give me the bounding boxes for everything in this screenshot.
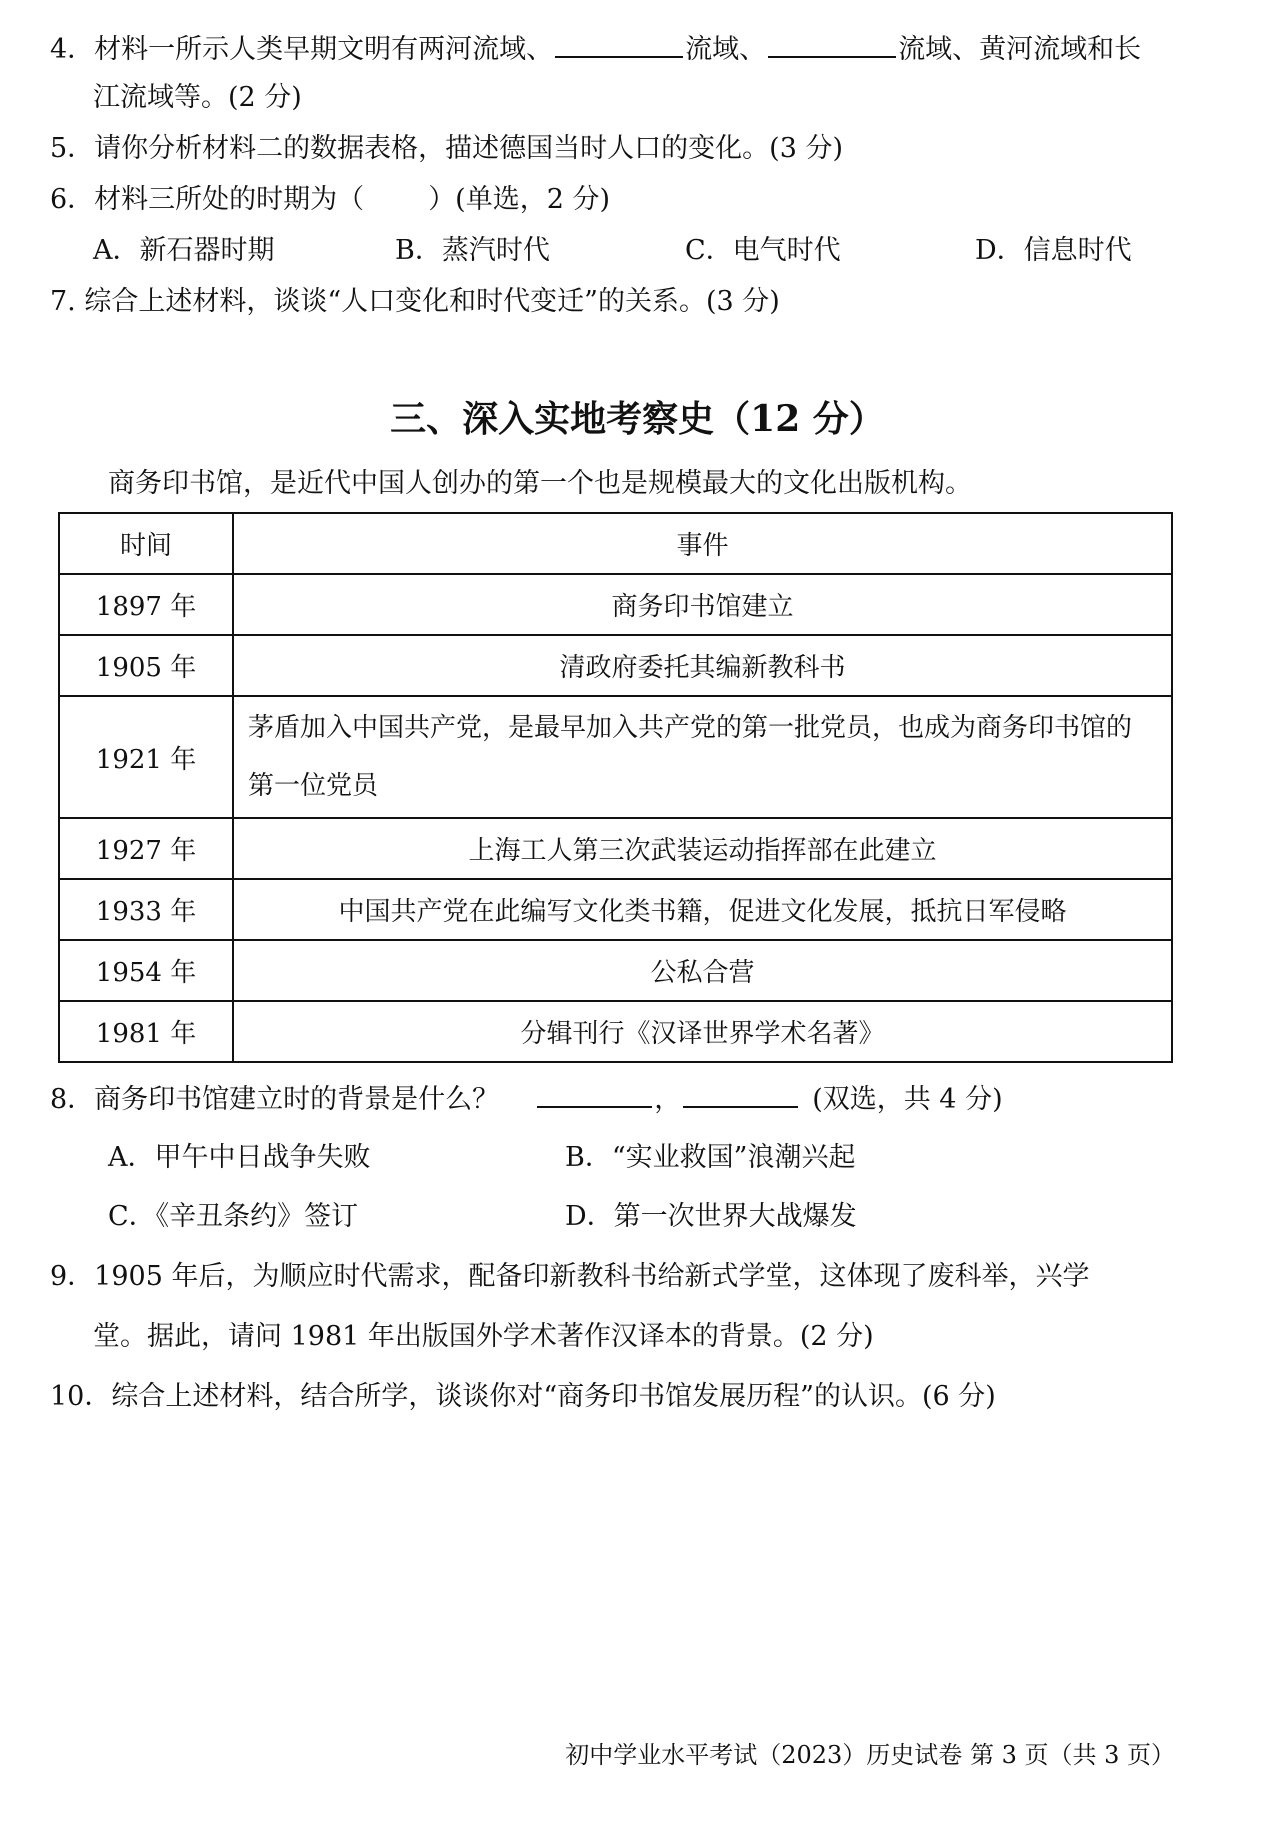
question-6-prefix: 6．材料三所处的时期为（	[50, 184, 365, 215]
table-cell-event: 商务印书馆建立	[233, 574, 1172, 635]
question-4-line-2: 江流域等。(2 分)	[93, 82, 302, 113]
question-6	[50, 182, 610, 218]
table-row	[59, 635, 1172, 696]
table-row	[59, 696, 1172, 818]
question-8-comma: ，	[654, 1084, 682, 1115]
section-3-intro: 商务印书馆，是近代中国人创办的第一个也是规模最大的文化出版机构。	[108, 468, 972, 499]
page-footer: 初中学业水平考试（2023）历史试卷 第 3 页（共 3 页）	[565, 1741, 1175, 1769]
question-6-option-a: A．新石器时期	[93, 235, 275, 266]
table-row	[59, 1001, 1172, 1062]
answer-blank-4[interactable]	[683, 1080, 798, 1108]
table-cell-year: 1954 年	[59, 940, 233, 1001]
question-5: 5．请你分析材料二的数据表格，描述德国当时人口的变化。(3 分)	[50, 133, 844, 164]
table-cell-event: 茅盾加入中国共产党，是最早加入共产党的第一批党员，也成为商务印书馆的第一位党员	[233, 696, 1172, 818]
question-6-option-b: B．蒸汽时代	[395, 235, 550, 266]
question-8	[50, 1080, 1003, 1118]
question-7: 7. 综合上述材料，谈谈“人口变化和时代变迁”的关系。(3 分)	[50, 286, 780, 317]
answer-blank-3[interactable]	[537, 1080, 652, 1108]
table-cell-event: 中国共产党在此编写文化类书籍，促进文化发展，抵抗日军侵略	[233, 879, 1172, 940]
answer-blank-2[interactable]	[768, 30, 896, 58]
table-cell-event: 公私合营	[233, 940, 1172, 1001]
question-4-text-c: 流域、黄河流域和长	[898, 34, 1142, 65]
answer-blank-1[interactable]	[555, 30, 683, 58]
table-cell-year: 1921 年	[59, 696, 233, 818]
question-6-suffix: ）(单选，2 分)	[428, 184, 611, 215]
table-row	[59, 940, 1172, 1001]
table-row	[59, 818, 1172, 879]
question-6-option-d: D．信息时代	[975, 235, 1132, 266]
question-4-line-1	[50, 30, 1141, 68]
question-8-option-d: D．第一次世界大战爆发	[565, 1201, 857, 1232]
table-cell-event: 上海工人第三次武装运动指挥部在此建立	[233, 818, 1172, 879]
events-table	[58, 512, 1173, 1063]
table-header-row	[59, 513, 1172, 574]
table-row	[59, 574, 1172, 635]
question-8-option-a: A．甲午中日战争失败	[108, 1142, 371, 1173]
table-cell-year: 1897 年	[59, 574, 233, 635]
table-row	[59, 879, 1172, 940]
question-8-text: 8．商务印书馆建立时的背景是什么？	[50, 1084, 500, 1115]
table-cell-year: 1905 年	[59, 635, 233, 696]
table-cell-year: 1981 年	[59, 1001, 233, 1062]
table-cell-year: 1927 年	[59, 818, 233, 879]
question-8-option-c: C．《辛丑条约》签订	[108, 1201, 359, 1232]
table-cell-event: 分辑刊行《汉译世界学术名著》	[233, 1001, 1172, 1062]
table-header-event: 事件	[233, 513, 1172, 574]
question-10: 10．综合上述材料，结合所学，谈谈你对“商务印书馆发展历程”的认识。(6 分)	[50, 1381, 996, 1412]
question-4-text-b: 流域、	[685, 34, 767, 65]
question-8-option-b: B．“实业救国”浪潮兴起	[565, 1142, 856, 1173]
table-cell-year: 1933 年	[59, 879, 233, 940]
table-cell-event: 清政府委托其编新教科书	[233, 635, 1172, 696]
question-9-line-1: 9．1905 年后，为顺应时代需求，配备印新教科书给新式学堂，这体现了废科举，兴学	[50, 1261, 1090, 1292]
question-8-note: (双选，共 4 分)	[812, 1084, 1003, 1115]
question-4-text-a: 4．材料一所示人类早期文明有两河流域、	[50, 34, 554, 65]
question-9-line-2: 堂。据此，请问 1981 年出版国外学术著作汉译本的背景。(2 分)	[93, 1321, 874, 1352]
table-header-time: 时间	[59, 513, 233, 574]
question-6-option-c: C．电气时代	[685, 235, 841, 266]
section-3-title: 三、深入实地考察史（12 分）	[390, 398, 885, 440]
